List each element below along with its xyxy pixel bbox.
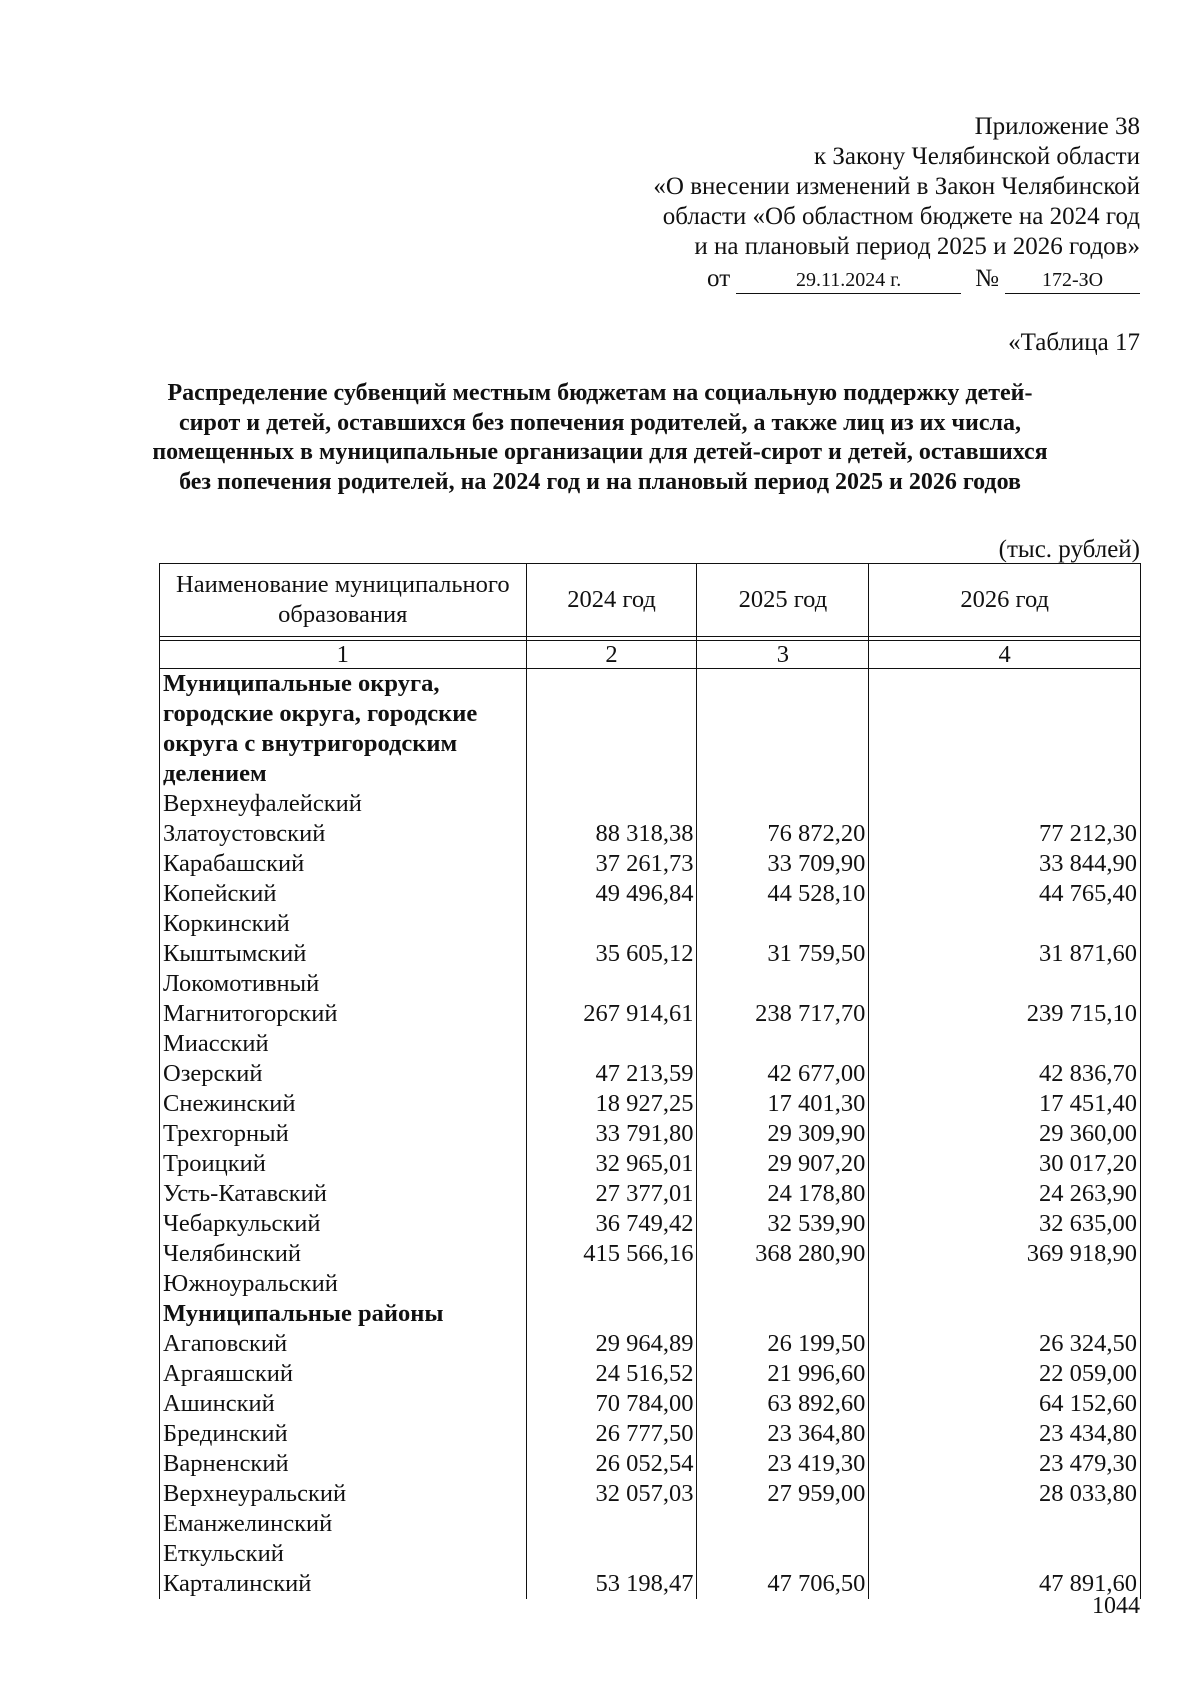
- municipality-name-cell: Еткульский: [160, 1539, 527, 1569]
- municipality-name-cell: Муниципальные округа, городские округа, городские округа с внутригородским делением: [160, 669, 527, 790]
- table-row: [160, 1329, 1141, 1359]
- value-2024-cell: [526, 789, 697, 819]
- municipality-name-cell: Магнитогорский: [160, 999, 527, 1029]
- number-label: №: [975, 265, 999, 292]
- table-row: [160, 819, 1141, 849]
- value-2026-cell: 239 715,10: [869, 999, 1141, 1029]
- appendix-line-1: Приложение 38: [974, 113, 1140, 140]
- municipality-name-cell: Еманжелинский: [160, 1509, 527, 1539]
- municipality-name-cell: Троицкий: [160, 1149, 527, 1179]
- value-2025-cell: [697, 909, 869, 939]
- header-municipality: Наименование муниципального образования: [160, 564, 527, 637]
- value-2026-cell: 22 059,00: [869, 1359, 1141, 1389]
- value-2024-cell: 26 052,54: [526, 1449, 697, 1479]
- column-number: 1: [160, 641, 527, 669]
- table-group-row: [160, 669, 1141, 790]
- column-number: 3: [697, 641, 869, 669]
- table-row: [160, 1029, 1141, 1059]
- table-row: [160, 1449, 1141, 1479]
- municipality-name-cell: Копейский: [160, 879, 527, 909]
- appendix-header: [580, 112, 1140, 294]
- table-row: [160, 939, 1141, 969]
- appendix-line-3: «О внесении изменений в Закон Челябинской: [653, 173, 1140, 200]
- table-row: [160, 789, 1141, 819]
- value-2025-cell: 32 539,90: [697, 1209, 869, 1239]
- municipality-name-cell: Ашинский: [160, 1389, 527, 1419]
- municipality-name-cell: Муниципальные районы: [160, 1299, 527, 1329]
- table-body: [160, 669, 1141, 1600]
- value-2026-cell: 29 360,00: [869, 1119, 1141, 1149]
- value-2026-cell: [869, 969, 1141, 999]
- municipality-name-cell: Агаповский: [160, 1329, 527, 1359]
- document-title: Распределение субвенций местным бюджетам на социальную поддержку детей-сирот и детей, оставшихся без попечения родителей, а также лиц из их числа, помещенных в муниципальные организации для детей-сирот и детей, оставшихся без попечения родителей, на 2024 год и на плановый период 2025 и 2026 годов: [152, 380, 1048, 495]
- municipality-name-cell: Златоустовский: [160, 819, 527, 849]
- appendix-line-5: и на плановый период 2025 и 2026 годов»: [694, 233, 1140, 260]
- municipality-name-cell: Аргаяшский: [160, 1359, 527, 1389]
- table-row: [160, 1059, 1141, 1089]
- value-2024-cell: 49 496,84: [526, 879, 697, 909]
- value-2024-cell: [526, 1269, 697, 1299]
- value-2024-cell: [526, 1029, 697, 1059]
- value-2024-cell: 26 777,50: [526, 1419, 697, 1449]
- table-row: [160, 1119, 1141, 1149]
- table-row: [160, 1509, 1141, 1539]
- value-2025-cell: 47 706,50: [697, 1569, 869, 1599]
- value-2025-cell: 23 364,80: [697, 1419, 869, 1449]
- law-number: 172-ЗО: [1005, 269, 1140, 294]
- page-number: 1044: [1092, 1593, 1140, 1619]
- table-row: [160, 909, 1141, 939]
- value-2026-cell: 44 765,40: [869, 879, 1141, 909]
- value-2025-cell: 27 959,00: [697, 1479, 869, 1509]
- table-row: [160, 1149, 1141, 1179]
- value-2024-cell: [526, 909, 697, 939]
- value-2024-cell: 18 927,25: [526, 1089, 697, 1119]
- municipality-name-cell: Верхнеуфалейский: [160, 789, 527, 819]
- value-2026-cell: 17 451,40: [869, 1089, 1141, 1119]
- subventions-table: [159, 563, 1141, 1599]
- municipality-name-cell: Снежинский: [160, 1089, 527, 1119]
- value-2026-cell: [869, 909, 1141, 939]
- value-2025-cell: 42 677,00: [697, 1059, 869, 1089]
- municipality-name-cell: Кыштымский: [160, 939, 527, 969]
- value-2026-cell: 23 434,80: [869, 1419, 1141, 1449]
- value-2026-cell: [869, 1029, 1141, 1059]
- law-date: 29.11.2024 г.: [736, 269, 961, 294]
- table-row: [160, 849, 1141, 879]
- municipality-name-cell: Миасский: [160, 1029, 527, 1059]
- value-2025-cell: 17 401,30: [697, 1089, 869, 1119]
- value-2024-cell: [526, 1509, 697, 1539]
- value-2025-cell: 368 280,90: [697, 1239, 869, 1269]
- value-2025-cell: 23 419,30: [697, 1449, 869, 1479]
- table-row: [160, 1419, 1141, 1449]
- table-row: [160, 1359, 1141, 1389]
- municipality-name-cell: Карабашский: [160, 849, 527, 879]
- value-2025-cell: 29 907,20: [697, 1149, 869, 1179]
- value-2025-cell: [697, 969, 869, 999]
- value-2025-cell: [697, 1539, 869, 1569]
- value-2025-cell: 31 759,50: [697, 939, 869, 969]
- table-group-row: [160, 1299, 1141, 1329]
- header-2024: 2024 год: [526, 564, 697, 637]
- table-row: [160, 1239, 1141, 1269]
- value-2025-cell: 21 996,60: [697, 1359, 869, 1389]
- value-2026-cell: 47 891,60: [869, 1569, 1141, 1599]
- value-2026-cell: 32 635,00: [869, 1209, 1141, 1239]
- value-2025-cell: 76 872,20: [697, 819, 869, 849]
- value-2025-cell: 238 717,70: [697, 999, 869, 1029]
- column-number: 4: [869, 641, 1141, 669]
- value-2026-cell: 33 844,90: [869, 849, 1141, 879]
- value-2026-cell: 26 324,50: [869, 1329, 1141, 1359]
- value-2024-cell: 33 791,80: [526, 1119, 697, 1149]
- value-2024-cell: 37 261,73: [526, 849, 697, 879]
- value-2024-cell: 47 213,59: [526, 1059, 697, 1089]
- value-2024-cell: 88 318,38: [526, 819, 697, 849]
- value-2026-cell: 64 152,60: [869, 1389, 1141, 1419]
- value-2024-cell: [526, 969, 697, 999]
- municipality-name-cell: Трехгорный: [160, 1119, 527, 1149]
- appendix-line-2: к Закону Челябинской области: [814, 143, 1140, 170]
- municipality-name-cell: Озерский: [160, 1059, 527, 1089]
- table-row: [160, 879, 1141, 909]
- value-2025-cell: [697, 1509, 869, 1539]
- value-2026-cell: [869, 1299, 1141, 1329]
- value-2025-cell: 29 309,90: [697, 1119, 869, 1149]
- value-2026-cell: 42 836,70: [869, 1059, 1141, 1089]
- column-numbers-row: [160, 641, 1141, 669]
- value-2024-cell: 29 964,89: [526, 1329, 697, 1359]
- municipality-name-cell: Карталинский: [160, 1569, 527, 1599]
- value-2024-cell: 53 198,47: [526, 1569, 697, 1599]
- value-2026-cell: 77 212,30: [869, 819, 1141, 849]
- header-2026: 2026 год: [869, 564, 1141, 637]
- value-2026-cell: 30 017,20: [869, 1149, 1141, 1179]
- table-row: [160, 1389, 1141, 1419]
- value-2026-cell: [869, 1269, 1141, 1299]
- table-row: [160, 1269, 1141, 1299]
- value-2024-cell: [526, 669, 697, 790]
- municipality-name-cell: Варненский: [160, 1449, 527, 1479]
- value-2024-cell: 267 914,61: [526, 999, 697, 1029]
- value-2025-cell: 33 709,90: [697, 849, 869, 879]
- value-2024-cell: 70 784,00: [526, 1389, 697, 1419]
- appendix-line-4: области «Об областном бюджете на 2024 год: [662, 203, 1140, 230]
- table-row: [160, 1569, 1141, 1599]
- value-2026-cell: 28 033,80: [869, 1479, 1141, 1509]
- municipality-name-cell: Коркинский: [160, 909, 527, 939]
- municipality-name-cell: Чебаркульский: [160, 1209, 527, 1239]
- value-2024-cell: 415 566,16: [526, 1239, 697, 1269]
- value-2026-cell: [869, 1509, 1141, 1539]
- municipality-name-cell: Южноуральский: [160, 1269, 527, 1299]
- value-2024-cell: 27 377,01: [526, 1179, 697, 1209]
- value-2024-cell: 32 057,03: [526, 1479, 697, 1509]
- municipality-name-cell: Локомотивный: [160, 969, 527, 999]
- header-2025: 2025 год: [697, 564, 869, 637]
- table-row: [160, 1539, 1141, 1569]
- table-row: [160, 969, 1141, 999]
- municipality-name-cell: Брединский: [160, 1419, 527, 1449]
- municipality-name-cell: Верхнеуральский: [160, 1479, 527, 1509]
- table-row: [160, 1209, 1141, 1239]
- value-2026-cell: 24 263,90: [869, 1179, 1141, 1209]
- value-2024-cell: 36 749,42: [526, 1209, 697, 1239]
- value-2025-cell: 26 199,50: [697, 1329, 869, 1359]
- value-2025-cell: [697, 1269, 869, 1299]
- table-header-row: [160, 564, 1141, 637]
- value-2024-cell: 35 605,12: [526, 939, 697, 969]
- value-2026-cell: 31 871,60: [869, 939, 1141, 969]
- municipality-name-cell: Усть-Катавский: [160, 1179, 527, 1209]
- value-2025-cell: 24 178,80: [697, 1179, 869, 1209]
- table-row: [160, 999, 1141, 1029]
- table-row: [160, 1179, 1141, 1209]
- value-2025-cell: 44 528,10: [697, 879, 869, 909]
- value-2025-cell: [697, 789, 869, 819]
- from-label: от: [707, 265, 731, 292]
- value-2026-cell: [869, 1539, 1141, 1569]
- value-2024-cell: [526, 1299, 697, 1329]
- units-label: (тыс. рублей): [998, 536, 1140, 563]
- value-2026-cell: 23 479,30: [869, 1449, 1141, 1479]
- value-2026-cell: [869, 669, 1141, 790]
- table-reference: «Таблица 17: [1008, 329, 1140, 356]
- value-2026-cell: [869, 789, 1141, 819]
- value-2024-cell: 24 516,52: [526, 1359, 697, 1389]
- value-2025-cell: [697, 669, 869, 790]
- value-2024-cell: 32 965,01: [526, 1149, 697, 1179]
- table-row: [160, 1479, 1141, 1509]
- law-date-number-line: [580, 264, 1140, 294]
- value-2026-cell: 369 918,90: [869, 1239, 1141, 1269]
- municipality-name-cell: Челябинский: [160, 1239, 527, 1269]
- value-2025-cell: 63 892,60: [697, 1389, 869, 1419]
- value-2025-cell: [697, 1029, 869, 1059]
- column-number: 2: [526, 641, 697, 669]
- value-2025-cell: [697, 1299, 869, 1329]
- value-2024-cell: [526, 1539, 697, 1569]
- table-row: [160, 1089, 1141, 1119]
